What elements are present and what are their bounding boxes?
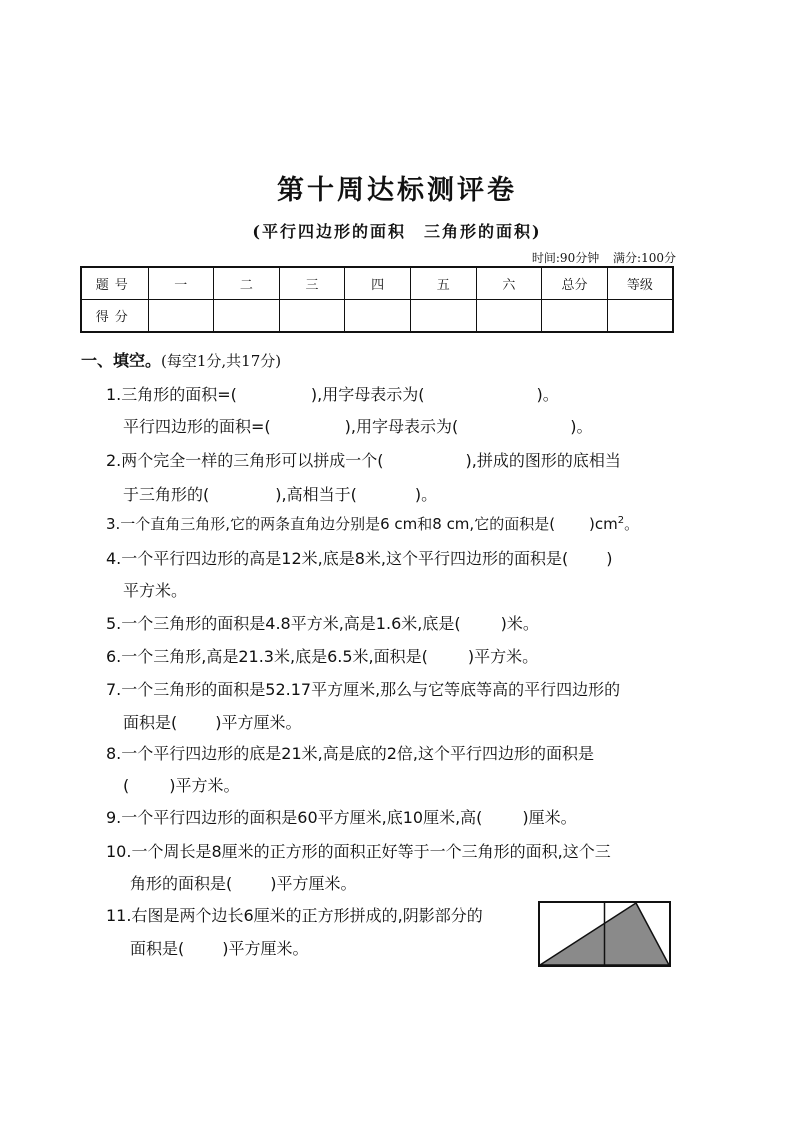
header-cell: 六 [476, 267, 542, 300]
header-cell: 总分 [542, 267, 608, 300]
score-cell[interactable] [148, 300, 214, 333]
question-text: ),用字母表示为( [344, 417, 459, 436]
question-text: 11.右图是两个边长6厘米的正方形拼成的,阴影部分的 [106, 906, 483, 925]
score-cell[interactable] [411, 300, 477, 333]
score-table-score-row [81, 300, 673, 333]
question-9 [106, 805, 577, 828]
score-cell[interactable] [345, 300, 411, 333]
question-text: )。 [414, 485, 438, 504]
full-score: 满分:100分 [613, 251, 676, 265]
question-text: 10.一个周长是8厘米的正方形的面积正好等于一个三角形的面积,这个三 [106, 842, 611, 861]
question-7a [106, 677, 620, 700]
score-cell[interactable] [279, 300, 345, 333]
header-label-cell: 题号 [81, 267, 148, 300]
question-text: 平行四边形的面积=( [123, 417, 271, 436]
question-5 [106, 611, 539, 634]
question-text: 5.一个三角形的面积是4.8平方米,高是1.6米,底是( [106, 614, 461, 633]
section-note: (每空1分,共17分) [161, 352, 282, 370]
section-heading [81, 348, 281, 371]
page-subtitle: (平行四边形的面积 三角形的面积) [252, 222, 542, 241]
question-text: 平方米。 [123, 581, 188, 600]
time-limit: 时间:90分钟 [531, 251, 600, 265]
question-text: ),高相当于( [275, 485, 357, 504]
question-text: 2.两个完全一样的三角形可以拼成一个( [106, 451, 384, 470]
question-text: )cm [589, 515, 618, 533]
header-cell: 四 [345, 267, 411, 300]
question-text: )厘米。 [522, 808, 577, 827]
question-text: ) [606, 549, 613, 568]
question-text: 角形的面积是( [130, 874, 233, 893]
page-title: 第十周达标测评卷 [277, 175, 517, 206]
section-title: 一、填空。 [81, 351, 162, 370]
question-8a [106, 741, 594, 764]
question-text: )平方米。 [467, 647, 539, 666]
score-table-header-row [81, 267, 673, 300]
question-text: 6.一个三角形,高是21.3米,底是6.5米,面积是( [106, 647, 428, 666]
question-text: )。 [570, 417, 593, 436]
header-cell: 等级 [607, 267, 673, 300]
question-7b [123, 710, 302, 733]
score-cell[interactable] [476, 300, 542, 333]
question-text: ),用字母表示为( [310, 385, 425, 404]
question-text: 面积是( [123, 713, 178, 732]
header-cell: 五 [411, 267, 477, 300]
question-text: 3.一个直角三角形,它的两条直角边分别是6 cm和8 cm,它的面积是( [106, 515, 556, 533]
question-1a [106, 382, 559, 405]
exam-meta [522, 249, 676, 266]
question-4a [106, 546, 612, 569]
header-cell: 三 [279, 267, 345, 300]
question-2b [123, 482, 437, 505]
question-text: ( [123, 776, 130, 795]
question-11b [130, 936, 309, 959]
question-text: 4.一个平行四边形的高是12米,底是8米,这个平行四边形的面积是( [106, 549, 569, 568]
question-text: )平方厘米。 [270, 874, 357, 893]
question-3 [106, 513, 639, 534]
question-text: )。 [536, 385, 559, 404]
question-6 [106, 644, 538, 667]
question-text: 于三角形的( [123, 485, 210, 504]
question-10a [106, 839, 611, 862]
score-cell[interactable] [542, 300, 608, 333]
squares-triangle-figure [538, 901, 671, 967]
score-label-cell: 得分 [81, 300, 148, 333]
header-cell: 一 [148, 267, 214, 300]
question-10b [130, 871, 357, 894]
score-table [80, 266, 674, 333]
question-text: )米。 [500, 614, 539, 633]
header-cell: 二 [214, 267, 280, 300]
unit-superscript: 2 [617, 515, 625, 526]
question-text: 1.三角形的面积=( [106, 385, 237, 404]
question-8b [123, 773, 240, 796]
question-text: 8.一个平行四边形的底是21米,高是底的2倍,这个平行四边形的面积是 [106, 744, 594, 763]
score-cell[interactable] [607, 300, 673, 333]
question-text: 7.一个三角形的面积是52.17平方厘米,那么与它等底等高的平行四边形的 [106, 680, 621, 699]
question-4b [123, 578, 187, 601]
question-text: 9.一个平行四边形的面积是60平方厘米,底10厘米,高( [106, 808, 483, 827]
question-11a [106, 903, 483, 926]
question-text: )平方厘米。 [215, 713, 302, 732]
question-text: 。 [624, 515, 640, 533]
score-cell[interactable] [214, 300, 280, 333]
question-text: ),拼成的图形的底相当 [465, 451, 621, 470]
question-2a [106, 448, 621, 471]
question-text: )平方厘米。 [222, 939, 309, 958]
question-text: )平方米。 [169, 776, 240, 795]
question-1b [123, 414, 592, 437]
question-text: 面积是( [130, 939, 185, 958]
